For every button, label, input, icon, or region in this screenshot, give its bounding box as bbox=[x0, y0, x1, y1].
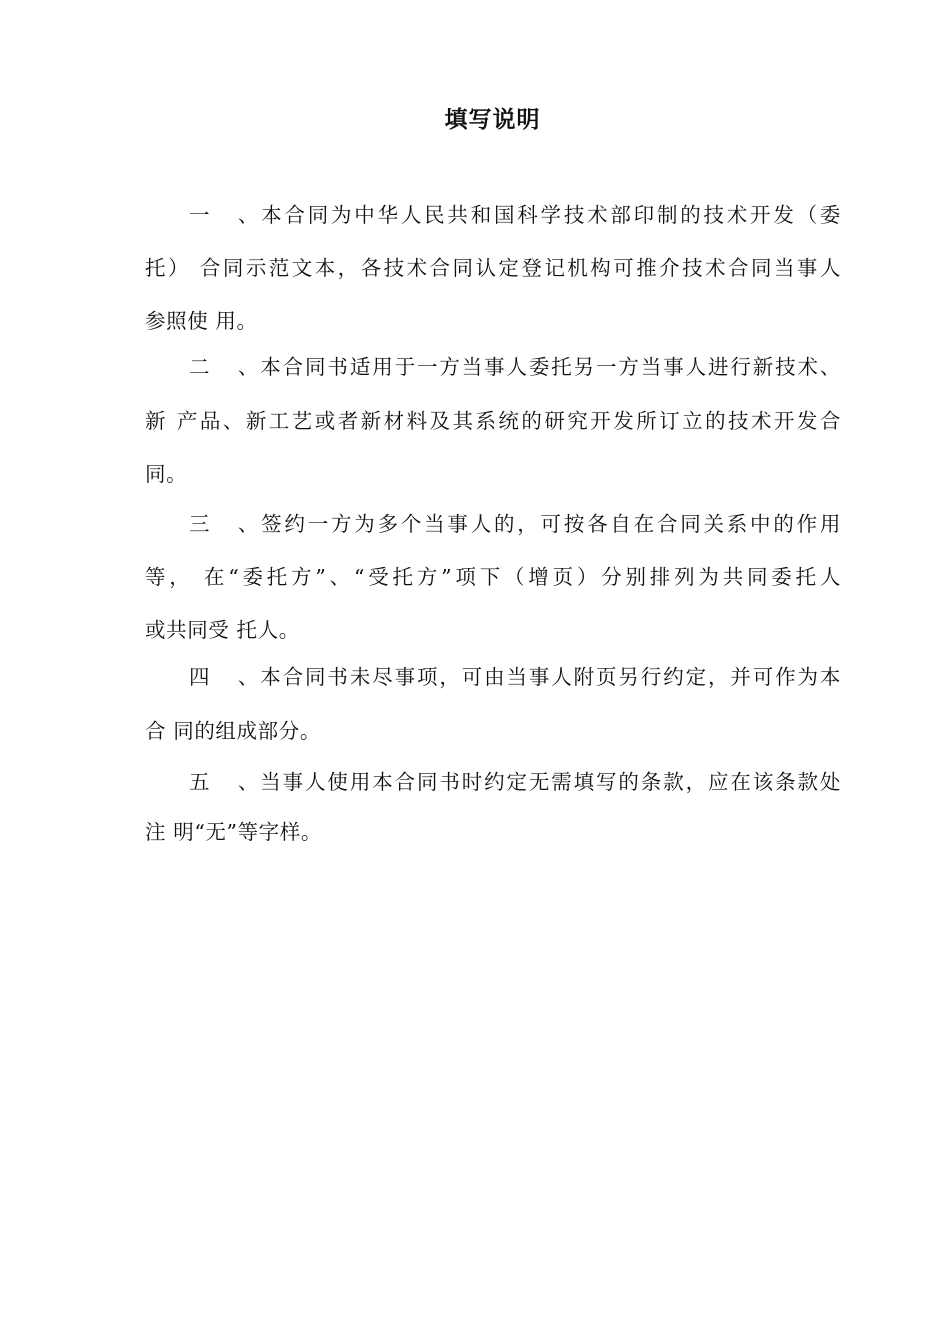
clause-5-line-2: 注 明“无”等字样。 bbox=[145, 820, 322, 844]
clause-4-text-1: 本合同书未尽事项，可由当事人附页另行约定，并可作为本 bbox=[259, 665, 841, 689]
clause-1-number: 一、 bbox=[189, 203, 259, 227]
clause-5-line-1 bbox=[145, 768, 841, 796]
clause-4-number: 四、 bbox=[189, 665, 259, 689]
clause-5-number: 五、 bbox=[189, 770, 259, 794]
clause-2-text-1: 本合同书适用于一方当事人委托另一方当事人进行新技术、 bbox=[259, 355, 841, 379]
clause-3-line-2: 等， 在“委托方”、“受托方”项下（增页）分别排列为共同委托人 bbox=[145, 565, 841, 589]
clause-2-number: 二、 bbox=[189, 355, 259, 379]
clause-4 bbox=[145, 663, 841, 745]
clause-4-line-1 bbox=[145, 663, 841, 691]
clause-2-line-2: 新 产品、新工艺或者新材料及其系统的研究开发所订立的技术开发合 bbox=[145, 409, 841, 433]
page-title: 填写说明 bbox=[444, 107, 541, 133]
clause-3 bbox=[145, 510, 841, 644]
clause-1-text-1: 本合同为中华人民共和国科学技术部印制的技术开发（委 bbox=[259, 203, 841, 227]
clause-5-text-1: 当事人使用本合同书时约定无需填写的条款，应在该条款处 bbox=[259, 770, 841, 794]
clause-1-line-1 bbox=[145, 201, 841, 229]
clause-4-line-2: 合 同的组成部分。 bbox=[145, 719, 321, 743]
clause-2-line-1 bbox=[145, 353, 841, 381]
clause-3-line-1 bbox=[145, 510, 841, 538]
clause-3-number: 三、 bbox=[189, 512, 259, 536]
clause-1-line-3: 参照使 用。 bbox=[145, 309, 258, 333]
clause-1-line-2: 托） 合同示范文本，各技术合同认定登记机构可推介技术合同当事人 bbox=[145, 256, 841, 280]
clause-2-line-3: 同。 bbox=[145, 462, 188, 486]
clause-5 bbox=[145, 768, 841, 846]
clause-3-text-1: 签约一方为多个当事人的，可按各自在合同关系中的作用 bbox=[259, 512, 841, 536]
clause-1 bbox=[145, 201, 841, 335]
clause-2 bbox=[145, 353, 841, 488]
clause-3-line-3: 或共同受 托人。 bbox=[145, 618, 300, 642]
